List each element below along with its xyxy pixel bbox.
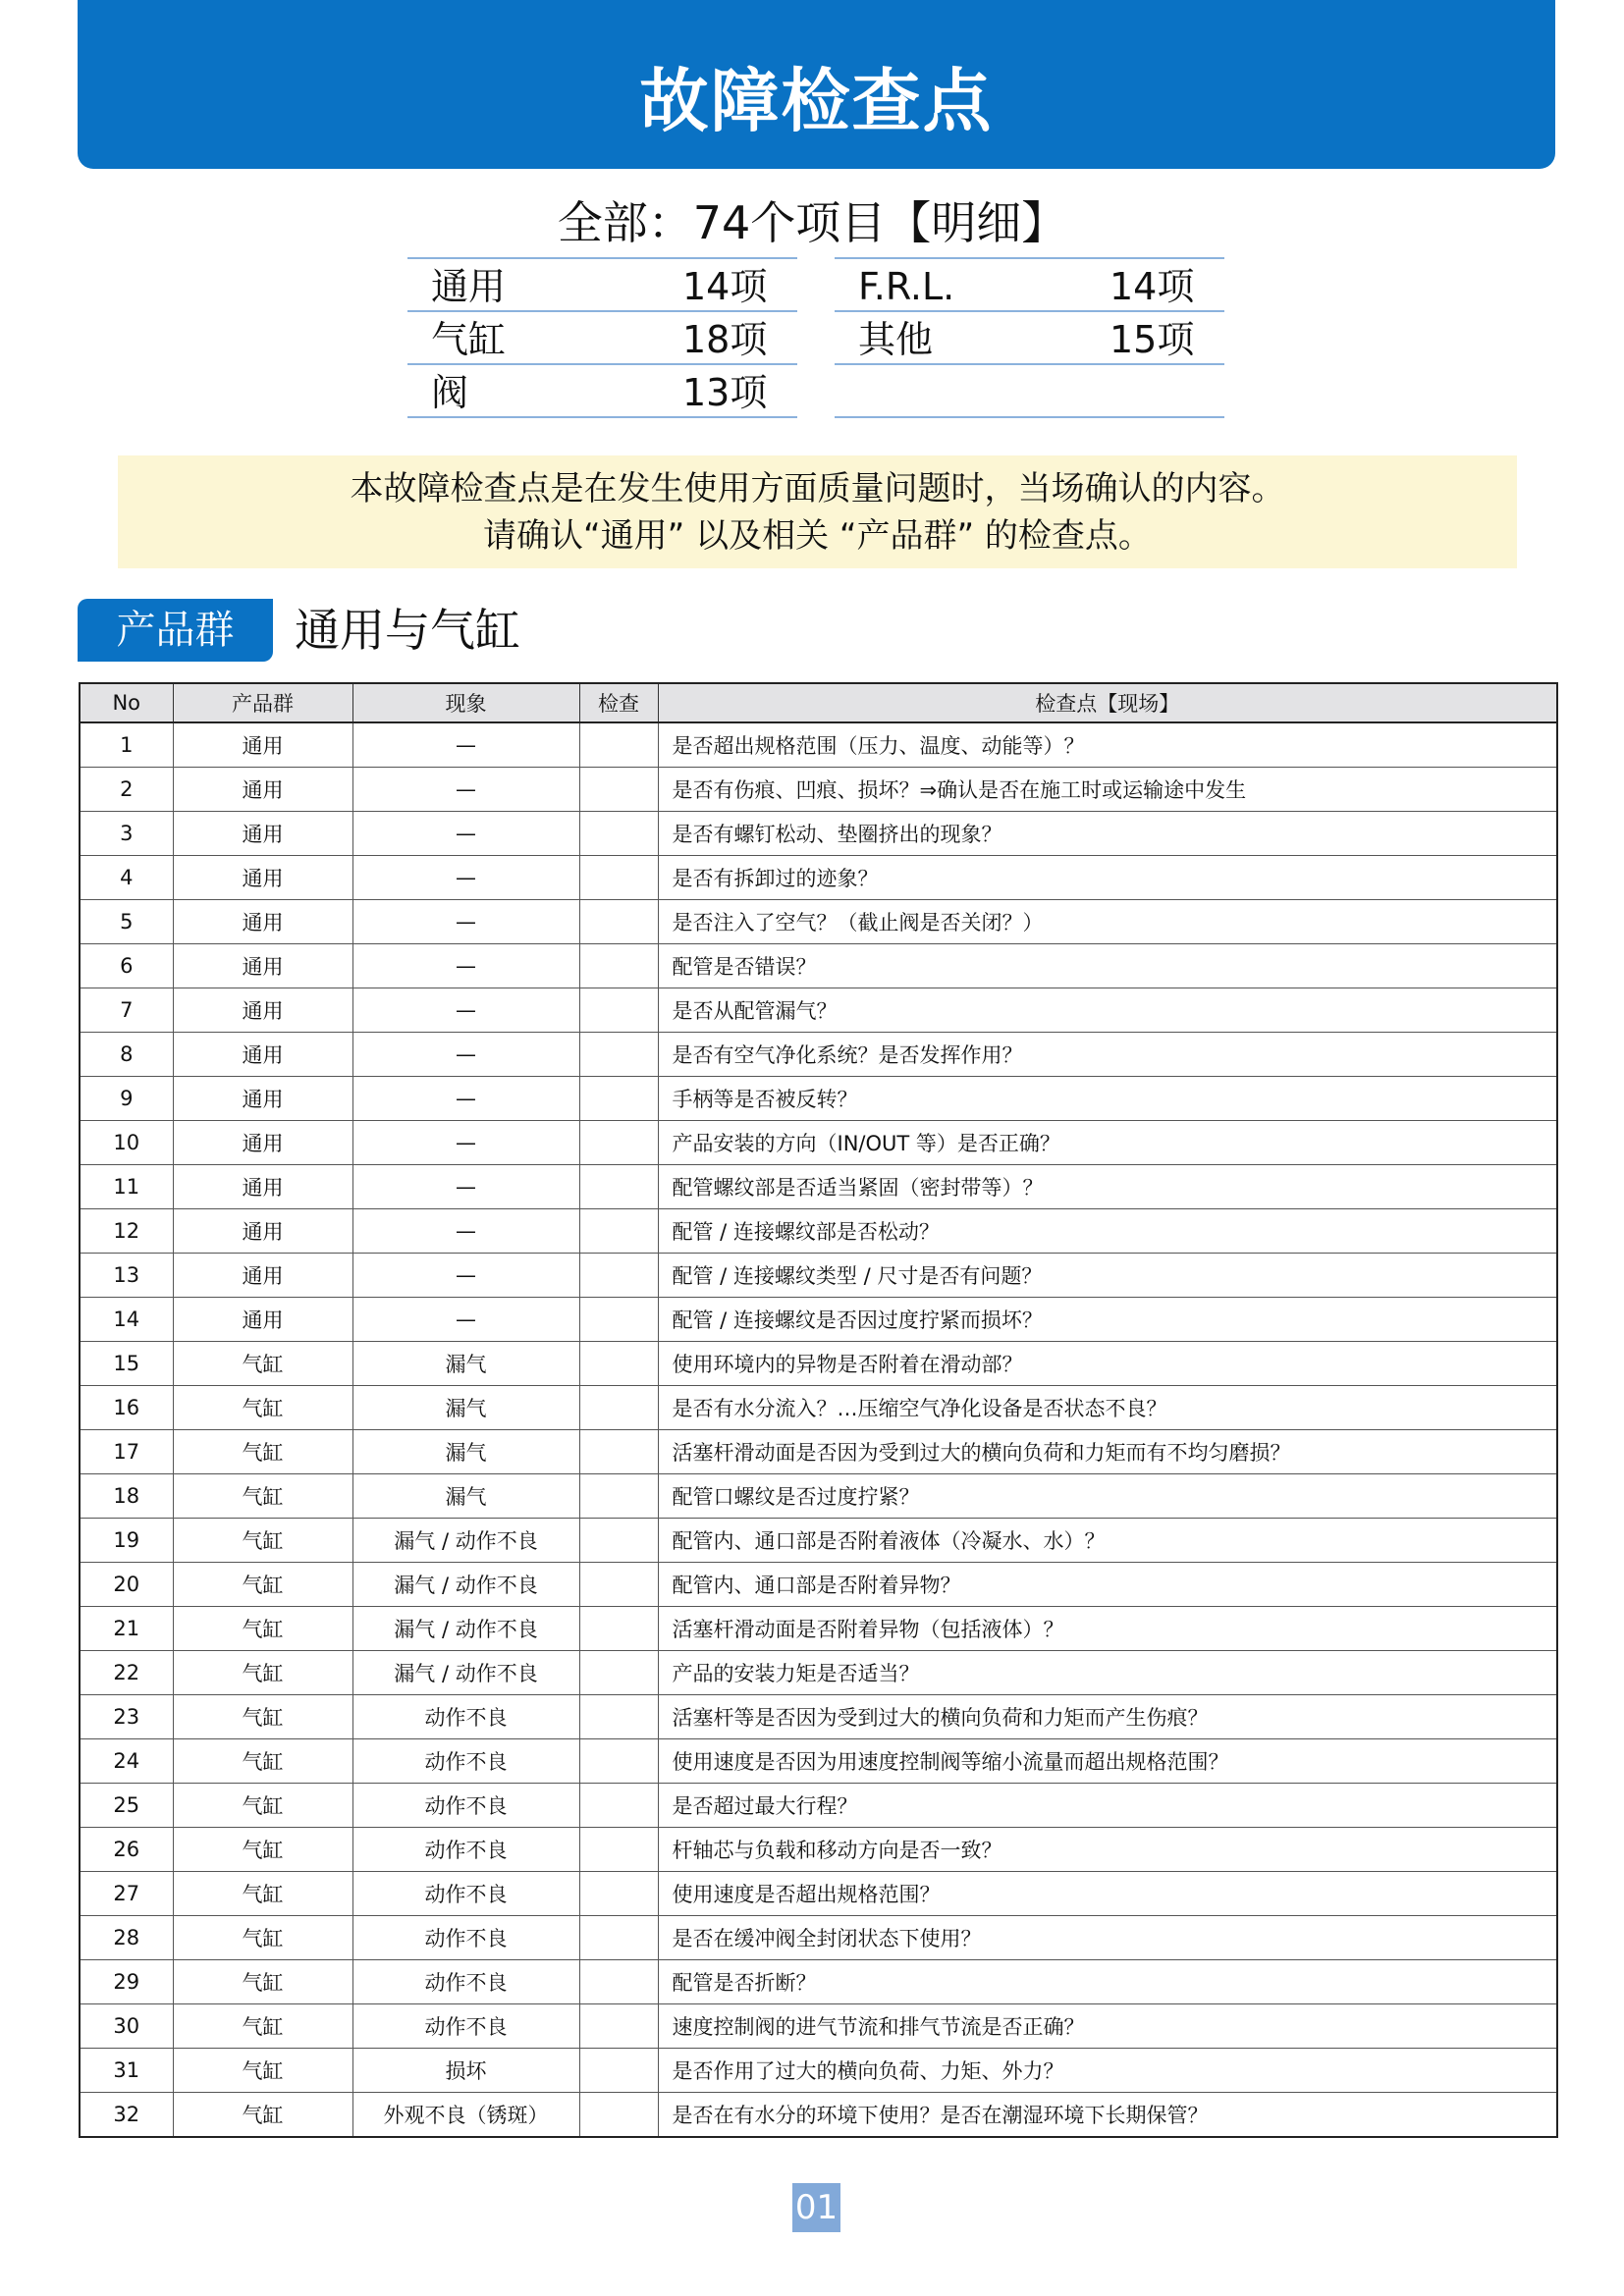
- table-row: [80, 1298, 1557, 1342]
- cell-point: 是否在缓冲阀全封闭状态下使用？: [658, 1916, 1557, 1960]
- cell-no: 20: [80, 1563, 173, 1607]
- cell-group: 气缸: [173, 1695, 352, 1739]
- summary-category: 阀: [431, 371, 469, 414]
- table-row: [80, 1872, 1557, 1916]
- cell-group: 通用: [173, 900, 352, 944]
- cell-phenomenon: 动作不良: [352, 1695, 579, 1739]
- cell-no: 21: [80, 1607, 173, 1651]
- page-title: 故障检查点: [639, 61, 994, 141]
- cell-no: 29: [80, 1960, 173, 2004]
- cell-group: 通用: [173, 1254, 352, 1298]
- cell-check[interactable]: [579, 1739, 658, 1784]
- cell-check[interactable]: [579, 1342, 658, 1386]
- cell-check[interactable]: [579, 1651, 658, 1695]
- cell-check[interactable]: [579, 856, 658, 900]
- cell-check[interactable]: [579, 1254, 658, 1298]
- cell-no: 18: [80, 1474, 173, 1519]
- cell-no: 24: [80, 1739, 173, 1784]
- cell-point: 是否从配管漏气？: [658, 988, 1557, 1033]
- table-row: [80, 1474, 1557, 1519]
- summary-row: [835, 310, 1224, 363]
- cell-check[interactable]: [579, 1695, 658, 1739]
- cell-group: 通用: [173, 856, 352, 900]
- cell-group: 气缸: [173, 1342, 352, 1386]
- cell-check[interactable]: [579, 900, 658, 944]
- cell-check[interactable]: [579, 768, 658, 812]
- cell-phenomenon: —: [352, 1298, 579, 1342]
- cell-point: 配管是否错误？: [658, 944, 1557, 988]
- cell-phenomenon: —: [352, 900, 579, 944]
- table-row: [80, 768, 1557, 812]
- cell-no: 23: [80, 1695, 173, 1739]
- cell-phenomenon: —: [352, 1077, 579, 1121]
- cell-point: 配管是否折断？: [658, 1960, 1557, 2004]
- cell-check[interactable]: [579, 722, 658, 768]
- cell-point: 是否超出规格范围（压力、温度、动能等）？: [658, 722, 1557, 768]
- cell-no: 1: [80, 722, 173, 768]
- notice-line: 本故障检查点是在发生使用方面质量问题时，当场确认的内容。: [350, 469, 1285, 508]
- cell-no: 13: [80, 1254, 173, 1298]
- table-row: [80, 2093, 1557, 2138]
- summary-row: [407, 363, 797, 418]
- cell-phenomenon: —: [352, 1165, 579, 1209]
- cell-group: 通用: [173, 1165, 352, 1209]
- cell-phenomenon: 漏气: [352, 1342, 579, 1386]
- checkpoint-table: [79, 682, 1558, 2138]
- cell-check[interactable]: [579, 1474, 658, 1519]
- cell-point: 使用速度是否因为用速度控制阀等缩小流量而超出规格范围？: [658, 1739, 1557, 1784]
- cell-point: 是否超过最大行程？: [658, 1784, 1557, 1828]
- cell-group: 气缸: [173, 1474, 352, 1519]
- cell-point: 手柄等是否被反转？: [658, 1077, 1557, 1121]
- table-row: [80, 1651, 1557, 1695]
- cell-point: 配管螺纹部是否适当紧固（密封带等）？: [658, 1165, 1557, 1209]
- cell-check[interactable]: [579, 2049, 658, 2093]
- cell-group: 通用: [173, 768, 352, 812]
- cell-group: 气缸: [173, 1651, 352, 1695]
- summary-category: 气缸: [431, 318, 507, 361]
- summary-count: 14项: [682, 265, 768, 308]
- cell-point: 配管内、通口部是否附着液体（冷凝水、水）？: [658, 1519, 1557, 1563]
- cell-phenomenon: 漏气 / 动作不良: [352, 1651, 579, 1695]
- cell-no: 22: [80, 1651, 173, 1695]
- table-row: [80, 1077, 1557, 1121]
- table-row: [80, 1916, 1557, 1960]
- cell-no: 25: [80, 1784, 173, 1828]
- table-row: [80, 1960, 1557, 2004]
- cell-no: 30: [80, 2004, 173, 2049]
- cell-group: 通用: [173, 988, 352, 1033]
- summary-title: 全部：74个项目【明细】: [557, 196, 1067, 249]
- cell-check[interactable]: [579, 1916, 658, 1960]
- cell-group: 气缸: [173, 1430, 352, 1474]
- cell-phenomenon: 损坏: [352, 2049, 579, 2093]
- cell-phenomenon: 动作不良: [352, 1916, 579, 1960]
- cell-group: 气缸: [173, 1607, 352, 1651]
- cell-phenomenon: 漏气: [352, 1474, 579, 1519]
- cell-group: 通用: [173, 1077, 352, 1121]
- table-row: [80, 1695, 1557, 1739]
- table-row: [80, 900, 1557, 944]
- cell-check[interactable]: [579, 1430, 658, 1474]
- table-row: [80, 856, 1557, 900]
- summary-left-list: [407, 257, 797, 418]
- table-row: [80, 1563, 1557, 1607]
- summary-count: 13项: [682, 371, 768, 414]
- column-header-no: No: [80, 683, 173, 722]
- notice-line: 请确认“通用” 以及相关 “产品群” 的检查点。: [483, 516, 1152, 556]
- column-header-point: 检查点【现场】: [658, 683, 1557, 722]
- table-row: [80, 1519, 1557, 1563]
- cell-phenomenon: 外观不良（锈斑）: [352, 2093, 579, 2138]
- cell-phenomenon: 动作不良: [352, 1828, 579, 1872]
- cell-phenomenon: 动作不良: [352, 1960, 579, 2004]
- summary-count: 15项: [1110, 318, 1195, 361]
- summary-category: 通用: [431, 265, 507, 308]
- cell-no: 26: [80, 1828, 173, 1872]
- cell-group: 通用: [173, 1209, 352, 1254]
- cell-phenomenon: —: [352, 812, 579, 856]
- cell-group: 通用: [173, 1298, 352, 1342]
- cell-phenomenon: —: [352, 1209, 579, 1254]
- cell-group: 气缸: [173, 1960, 352, 2004]
- cell-no: 12: [80, 1209, 173, 1254]
- cell-phenomenon: —: [352, 722, 579, 768]
- cell-no: 31: [80, 2049, 173, 2093]
- table-row: [80, 988, 1557, 1033]
- table-row: [80, 1033, 1557, 1077]
- cell-check[interactable]: [579, 1165, 658, 1209]
- cell-no: 17: [80, 1430, 173, 1474]
- cell-check[interactable]: [579, 1960, 658, 2004]
- cell-no: 3: [80, 812, 173, 856]
- cell-check[interactable]: [579, 1607, 658, 1651]
- cell-point: 杆轴芯与负载和移动方向是否一致？: [658, 1828, 1557, 1872]
- cell-point: 使用速度是否超出规格范围？: [658, 1872, 1557, 1916]
- cell-check[interactable]: [579, 1033, 658, 1077]
- cell-point: 使用环境内的异物是否附着在滑动部？: [658, 1342, 1557, 1386]
- table-row: [80, 1828, 1557, 1872]
- cell-point: 是否注入了空气？（截止阀是否关闭？）: [658, 900, 1557, 944]
- cell-group: 气缸: [173, 1739, 352, 1784]
- cell-phenomenon: —: [352, 768, 579, 812]
- cell-check[interactable]: [579, 944, 658, 988]
- summary-row: [835, 363, 1224, 418]
- column-header-phenomenon: 现象: [352, 683, 579, 722]
- cell-group: 通用: [173, 944, 352, 988]
- cell-group: 气缸: [173, 2049, 352, 2093]
- table-row: [80, 1121, 1557, 1165]
- cell-phenomenon: —: [352, 1254, 579, 1298]
- cell-no: 28: [80, 1916, 173, 1960]
- cell-check[interactable]: [579, 1121, 658, 1165]
- table-row: [80, 1430, 1557, 1474]
- cell-check[interactable]: [579, 1563, 658, 1607]
- cell-check[interactable]: [579, 2004, 658, 2049]
- cell-check[interactable]: [579, 1784, 658, 1828]
- cell-point: 配管口螺纹是否过度拧紧？: [658, 1474, 1557, 1519]
- cell-group: 气缸: [173, 2004, 352, 2049]
- table-row: [80, 1209, 1557, 1254]
- cell-check[interactable]: [579, 1077, 658, 1121]
- cell-group: 气缸: [173, 1519, 352, 1563]
- cell-phenomenon: —: [352, 1121, 579, 1165]
- cell-no: 19: [80, 1519, 173, 1563]
- cell-no: 32: [80, 2093, 173, 2138]
- cell-no: 11: [80, 1165, 173, 1209]
- cell-no: 4: [80, 856, 173, 900]
- summary-row: [407, 257, 797, 310]
- column-header-group: 产品群: [173, 683, 352, 722]
- cell-group: 通用: [173, 1033, 352, 1077]
- cell-point: 速度控制阀的进气节流和排气节流是否正确？: [658, 2004, 1557, 2049]
- cell-no: 16: [80, 1386, 173, 1430]
- table-row: [80, 2004, 1557, 2049]
- cell-point: 配管 / 连接螺纹类型 / 尺寸是否有问题？: [658, 1254, 1557, 1298]
- cell-group: 气缸: [173, 1916, 352, 1960]
- cell-no: 9: [80, 1077, 173, 1121]
- cell-group: 气缸: [173, 1828, 352, 1872]
- cell-point: 产品安装的方向（IN/OUT 等）是否正确？: [658, 1121, 1557, 1165]
- cell-point: 是否在有水分的环境下使用？是否在潮湿环境下长期保管？: [658, 2093, 1557, 2138]
- cell-phenomenon: 漏气: [352, 1386, 579, 1430]
- cell-phenomenon: 漏气 / 动作不良: [352, 1563, 579, 1607]
- cell-point: 配管 / 连接螺纹部是否松动？: [658, 1209, 1557, 1254]
- cell-point: 是否作用了过大的横向负荷、力矩、外力？: [658, 2049, 1557, 2093]
- cell-group: 通用: [173, 1121, 352, 1165]
- cell-no: 2: [80, 768, 173, 812]
- cell-phenomenon: 漏气: [352, 1430, 579, 1474]
- notice-box: [118, 455, 1517, 568]
- cell-group: 气缸: [173, 2093, 352, 2138]
- summary-count: 18项: [682, 318, 768, 361]
- cell-phenomenon: 漏气 / 动作不良: [352, 1519, 579, 1563]
- cell-phenomenon: 动作不良: [352, 1739, 579, 1784]
- cell-group: 通用: [173, 812, 352, 856]
- table-row: [80, 812, 1557, 856]
- cell-check[interactable]: [579, 1828, 658, 1872]
- cell-group: 通用: [173, 722, 352, 768]
- cell-phenomenon: 动作不良: [352, 1784, 579, 1828]
- cell-point: 活塞杆滑动面是否因为受到过大的横向负荷和力矩而有不均匀磨损？: [658, 1430, 1557, 1474]
- cell-point: 是否有水分流入？…压缩空气净化设备是否状态不良？: [658, 1386, 1557, 1430]
- table-row: [80, 722, 1557, 768]
- cell-point: 是否有螺钉松动、垫圈挤出的现象？: [658, 812, 1557, 856]
- cell-phenomenon: —: [352, 1033, 579, 1077]
- table-header-row: [80, 683, 1557, 722]
- cell-point: 是否有拆卸过的迹象？: [658, 856, 1557, 900]
- table-row: [80, 1342, 1557, 1386]
- table-row: [80, 1784, 1557, 1828]
- cell-phenomenon: 动作不良: [352, 2004, 579, 2049]
- cell-no: 7: [80, 988, 173, 1033]
- group-tag: 产品群: [78, 599, 273, 662]
- cell-group: 气缸: [173, 1784, 352, 1828]
- summary-count: 14项: [1110, 265, 1195, 308]
- cell-check[interactable]: [579, 988, 658, 1033]
- summary-right-list: [835, 257, 1224, 418]
- summary-category: F.R.L.: [858, 265, 955, 308]
- cell-check[interactable]: [579, 1298, 658, 1342]
- cell-phenomenon: 漏气 / 动作不良: [352, 1607, 579, 1651]
- cell-check[interactable]: [579, 1519, 658, 1563]
- cell-phenomenon: 动作不良: [352, 1872, 579, 1916]
- cell-point: 产品的安装力矩是否适当？: [658, 1651, 1557, 1695]
- cell-point: 配管 / 连接螺纹是否因过度拧紧而损坏？: [658, 1298, 1557, 1342]
- cell-phenomenon: —: [352, 856, 579, 900]
- cell-check[interactable]: [579, 1872, 658, 1916]
- cell-check[interactable]: [579, 2093, 658, 2138]
- table-row: [80, 1386, 1557, 1430]
- cell-no: 14: [80, 1298, 173, 1342]
- table-row: [80, 1165, 1557, 1209]
- table-row: [80, 2049, 1557, 2093]
- cell-no: 15: [80, 1342, 173, 1386]
- summary-row: [835, 257, 1224, 310]
- cell-no: 8: [80, 1033, 173, 1077]
- header-banner: [78, 0, 1555, 169]
- cell-no: 6: [80, 944, 173, 988]
- cell-check[interactable]: [579, 1209, 658, 1254]
- cell-point: 是否有空气净化系统？是否发挥作用？: [658, 1033, 1557, 1077]
- page-number: 01: [792, 2183, 840, 2232]
- cell-point: 配管内、通口部是否附着异物？: [658, 1563, 1557, 1607]
- summary-row: [407, 310, 797, 363]
- column-header-check: 检查: [579, 683, 658, 722]
- cell-no: 27: [80, 1872, 173, 1916]
- cell-phenomenon: —: [352, 944, 579, 988]
- table-row: [80, 1254, 1557, 1298]
- group-title: 通用与气缸: [295, 604, 520, 657]
- cell-no: 10: [80, 1121, 173, 1165]
- cell-point: 是否有伤痕、凹痕、损坏？⇒确认是否在施工时或运输途中发生: [658, 768, 1557, 812]
- cell-no: 5: [80, 900, 173, 944]
- cell-group: 气缸: [173, 1872, 352, 1916]
- cell-check[interactable]: [579, 812, 658, 856]
- cell-group: 气缸: [173, 1386, 352, 1430]
- cell-phenomenon: —: [352, 988, 579, 1033]
- summary-category: 其他: [858, 318, 934, 361]
- cell-point: 活塞杆滑动面是否附着异物（包括液体）？: [658, 1607, 1557, 1651]
- table-body: [80, 722, 1557, 2137]
- table-row: [80, 1607, 1557, 1651]
- cell-point: 活塞杆等是否因为受到过大的横向负荷和力矩而产生伤痕？: [658, 1695, 1557, 1739]
- cell-group: 气缸: [173, 1563, 352, 1607]
- table-row: [80, 1739, 1557, 1784]
- cell-check[interactable]: [579, 1386, 658, 1430]
- table-row: [80, 944, 1557, 988]
